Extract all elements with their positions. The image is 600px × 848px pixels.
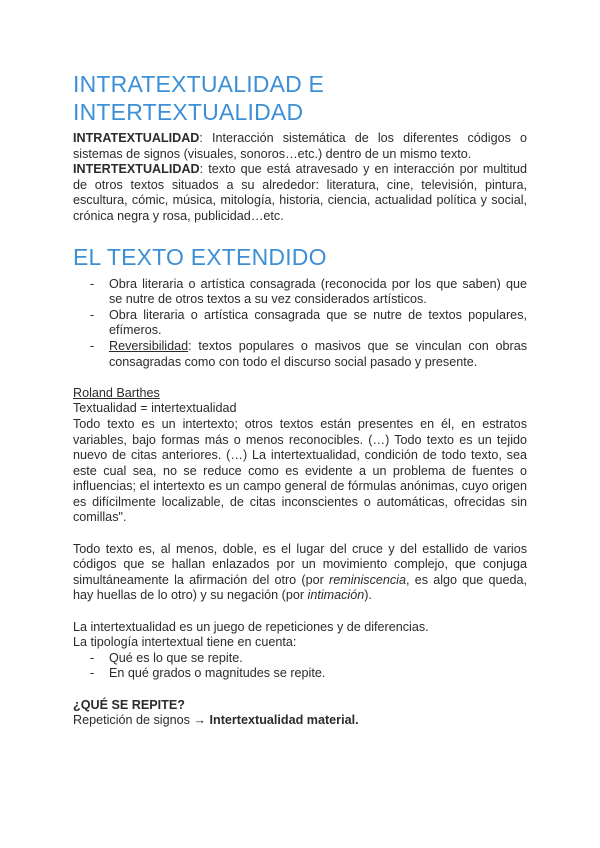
tipologia-line-1: La intertextualidad es un juego de repeticiones y de diferencias. bbox=[73, 619, 429, 634]
list-item: - Obra literaria o artística consagrada que se nutre de textos populares, efímeros. bbox=[90, 308, 527, 339]
reminiscencia-term: reminiscencia bbox=[329, 572, 406, 587]
repeticion-line bbox=[73, 713, 527, 729]
p2-text-b: , es algo que queda, hay huellas de lo otro) y su negación (por bbox=[73, 572, 527, 603]
intertextualidad-text: : texto que está atravesado y en interacción por multitud de otros textos situados a su alrededor: literatura, cine, televisión, pintura, escultura, cómic, música, mitología, historia, ciencia, actualidad política y social, crónica negra y rosa, publicidad…etc. bbox=[73, 162, 527, 223]
list-item: - En qué grados o magnitudes se repite. bbox=[90, 666, 527, 682]
tipologia-list bbox=[73, 651, 527, 682]
intertextualidad-term: INTERTEXTUALIDAD bbox=[73, 162, 200, 177]
p2-text-a: Todo texto es, al menos, doble, es el lugar del cruce y del estallido de varios códigos que se hallan enlazados por un movimiento complejo, que conjuga simultáneamente la afirmación del otro (por bbox=[73, 541, 527, 587]
intertextualidad-material: Intertextualidad material. bbox=[209, 713, 359, 728]
intratextualidad-text: : Interacción sistemática de los diferentes códigos o sistemas de signos (visuales, sonoros…etc.) dentro de un mismo texto. bbox=[73, 131, 527, 161]
list-item: - Qué es lo que se repite. bbox=[90, 651, 527, 667]
barthes-quote: Todo texto es un intertexto; otros textos están presentes en él, en estratos variables, bajo formas más o menos reconocibles. (…) Todo texto es un tejido nuevo de citas anteriores. (…) La intertextualidad, condición de todo texto, sea este cual sea, no se reduce como es evidente a un problema de fuentes o influencias; el intertexto es un campo general de fórmulas anónimas, cuyo origen es difícilmente localizable, de citas inconscientes o automáticas, ofrecidas sin comillas". bbox=[73, 416, 527, 525]
barthes-paragraph-2 bbox=[73, 542, 527, 604]
intratextualidad-definition bbox=[73, 131, 527, 162]
que-se-repite-heading bbox=[73, 698, 527, 714]
list-item: - Obra literaria o artística consagrada (reconocida por los que saben) que se nutre de otros textos a su vez considerados artísticos. bbox=[90, 277, 527, 308]
reversibilidad-text: : textos populares o masivos que se vinculan con obras consagradas como con todo el discurso social pasado y presente. bbox=[109, 338, 527, 369]
reversibilidad-term: Reversibilidad bbox=[109, 338, 189, 353]
intratextualidad-term: INTRATEXTUALIDAD bbox=[73, 131, 200, 145]
intertextualidad-definition bbox=[73, 162, 527, 224]
barthes-equation: Textualidad = intertextualidad bbox=[73, 401, 237, 416]
intimacion-term: intimación bbox=[307, 588, 365, 603]
section-title-intra-inter: INTRATEXTUALIDAD E INTERTEXTUALIDAD bbox=[73, 71, 325, 125]
section-title-texto-extendido: EL TEXTO EXTENDIDO bbox=[73, 243, 327, 270]
tipologia-line-2: La tipología intertextual tiene en cuenta: bbox=[73, 635, 297, 650]
repeticion-text: Repetición de signos → bbox=[73, 713, 210, 728]
que-se-repite-text: ¿QUÉ SE REPITE? bbox=[73, 697, 185, 712]
barthes-author: Roland Barthes bbox=[73, 385, 160, 400]
list-item bbox=[90, 339, 527, 370]
p2-text-c: ). bbox=[364, 588, 372, 603]
extendido-list bbox=[73, 277, 527, 371]
